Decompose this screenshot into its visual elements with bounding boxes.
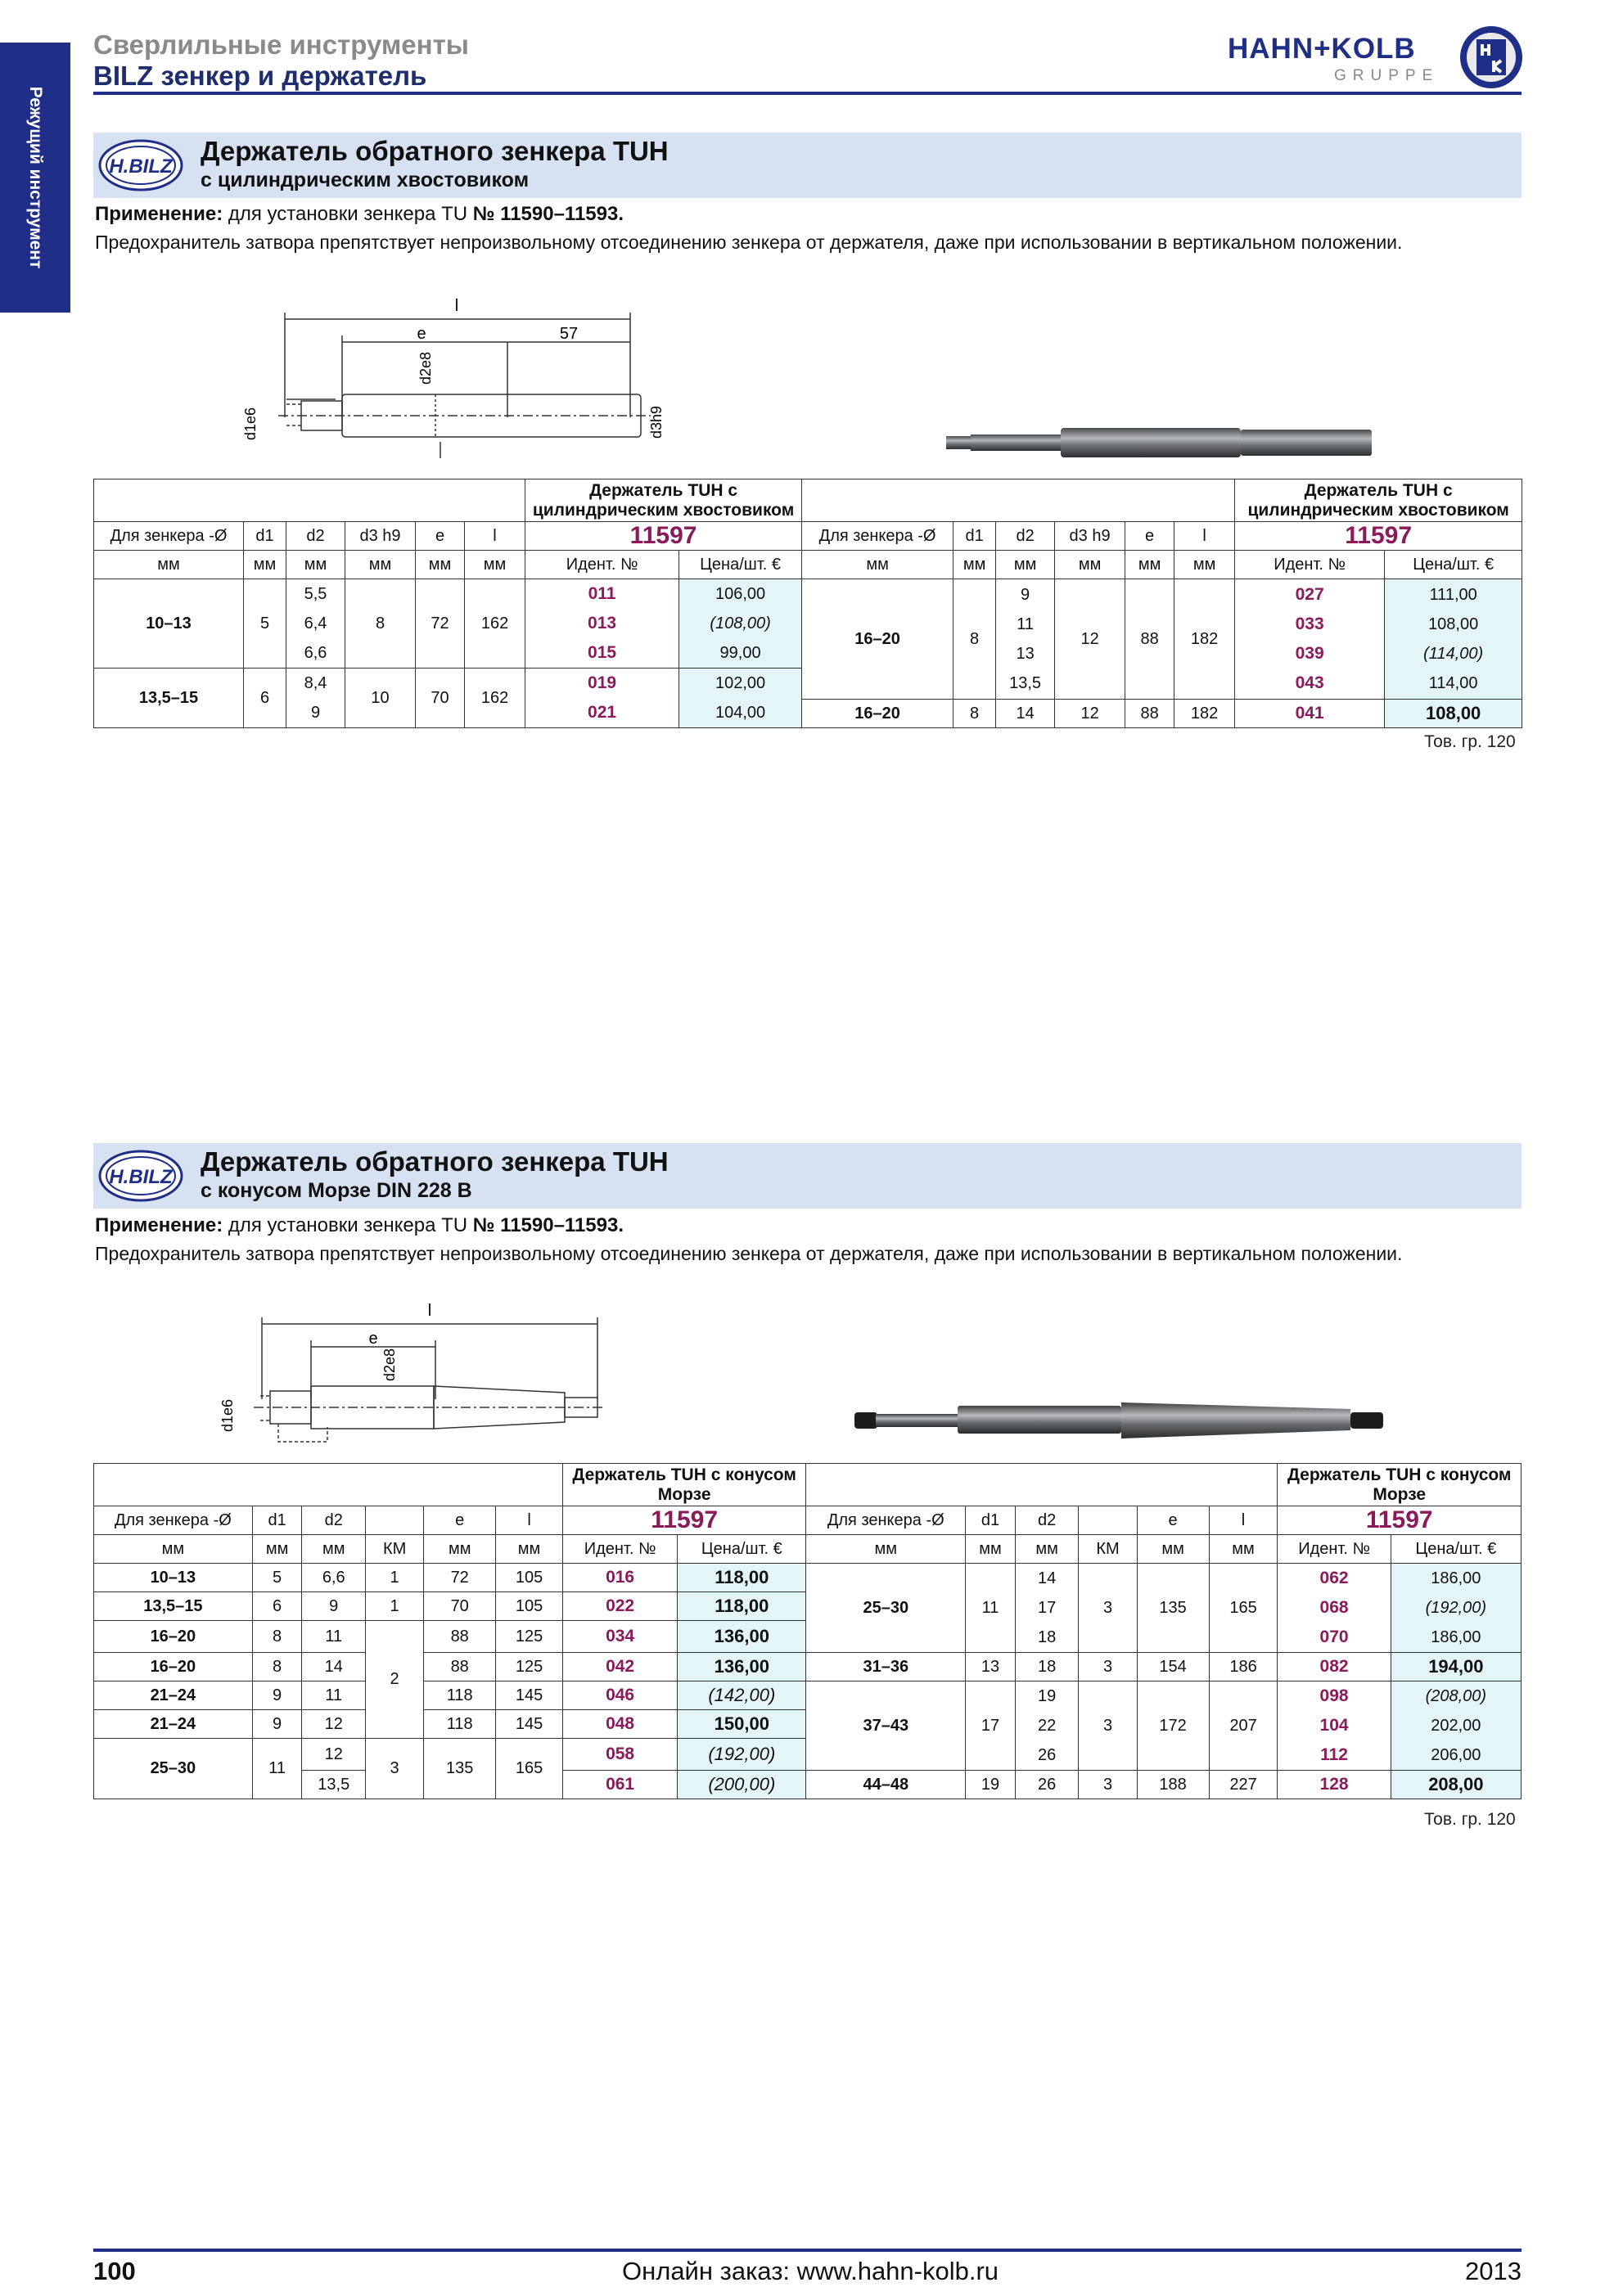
- header-rule: [93, 92, 1522, 95]
- d1-cell: 19: [966, 1771, 1016, 1799]
- e-cell: 88: [424, 1621, 496, 1653]
- dim-57-label: 57: [559, 325, 579, 343]
- range-cell: 31–36: [806, 1653, 966, 1681]
- l-cell: 162: [465, 669, 525, 728]
- range-cell: 10–13: [94, 1564, 253, 1592]
- ident-cell: 034: [562, 1621, 677, 1653]
- unit: мм: [345, 551, 416, 579]
- product-group-note: Тов. гр. 120: [1424, 1810, 1516, 1829]
- l-cell: 105: [496, 1592, 563, 1621]
- application-label: Применение:: [95, 203, 223, 225]
- price-cell: (208,00) 202,00 206,00: [1391, 1681, 1521, 1771]
- unit: мм: [94, 1535, 253, 1564]
- d2-cell: 11: [302, 1621, 366, 1653]
- article-number: 11597: [1278, 1506, 1522, 1535]
- col-header: d2: [1015, 1506, 1079, 1535]
- col-header: d2: [996, 522, 1055, 551]
- section-2-application: [95, 1214, 624, 1237]
- l-cell: 186: [1209, 1653, 1278, 1681]
- bilz-logo-text: H.BILZ: [109, 1166, 173, 1188]
- l-cell: 105: [496, 1564, 563, 1592]
- km-cell: 3: [1079, 1653, 1137, 1681]
- col-header: d2: [302, 1506, 366, 1535]
- km-cell: 1: [365, 1564, 423, 1592]
- km-cell: 1: [365, 1592, 423, 1621]
- d1-cell: 9: [252, 1710, 302, 1739]
- price-cell: 186,00 (192,00) 186,00: [1391, 1564, 1521, 1653]
- d1-cell: 6: [244, 669, 286, 728]
- d2-cell: 12: [302, 1739, 366, 1771]
- e-cell: 88: [1125, 579, 1174, 700]
- d3-cell: 8: [345, 579, 416, 669]
- d3-cell: 12: [1055, 700, 1125, 728]
- price-label: Цена/шт. €: [1391, 1535, 1521, 1564]
- unit: мм: [302, 1535, 366, 1564]
- range-cell: 16–20: [94, 1621, 253, 1653]
- km-cell: 3: [365, 1739, 423, 1799]
- page-number: 100: [93, 2257, 136, 2285]
- col-header: [1079, 1506, 1137, 1535]
- col-header: e: [1125, 522, 1174, 551]
- price-cell: 111,00 108,00 (114,00) 114,00: [1385, 579, 1522, 700]
- ident-cell: 042: [562, 1653, 677, 1681]
- unit: мм: [954, 551, 996, 579]
- section-1-note: Предохранитель затвора препятствует непроизвольному отсоединению зенкера от держателя, даже при использовании в вертикальном положении.: [95, 232, 1403, 253]
- unit: мм: [94, 551, 244, 579]
- l-cell: 165: [1209, 1564, 1278, 1653]
- dim-d1-label: d1e6: [219, 1398, 236, 1432]
- d2-cell: 8,4 9: [286, 669, 345, 728]
- d2-cell: 26: [1015, 1771, 1079, 1799]
- col-header: l: [496, 1506, 563, 1535]
- d3-cell: 12: [1055, 579, 1125, 700]
- d1-cell: 8: [252, 1621, 302, 1653]
- l-cell: 165: [496, 1739, 563, 1799]
- application-ref: № 11590–11593.: [472, 1214, 624, 1236]
- ident-cell: 058: [562, 1739, 677, 1771]
- unit: КМ: [365, 1535, 423, 1564]
- bilz-logo-text: H.BILZ: [109, 155, 173, 178]
- e-cell: 70: [416, 669, 465, 728]
- range-cell: 13,5–15: [94, 1592, 253, 1621]
- price-label: Цена/шт. €: [679, 551, 802, 579]
- price-label: Цена/шт. €: [1385, 551, 1522, 579]
- group-header-right: Держатель TUH с цилиндрическим хвостовиком: [1235, 479, 1522, 522]
- unit: мм: [1209, 1535, 1278, 1564]
- dim-e-label: e: [417, 325, 426, 343]
- d2-cell: 18: [1015, 1653, 1079, 1681]
- d1-cell: 8: [954, 579, 996, 700]
- unit: мм: [1125, 551, 1174, 579]
- l-cell: 125: [496, 1621, 563, 1653]
- d1-cell: 8: [954, 700, 996, 728]
- d2-cell: 9 11 13 13,5: [996, 579, 1055, 700]
- l-cell: 207: [1209, 1681, 1278, 1771]
- logo-wordmark: HAHN+KOLB: [1228, 33, 1416, 65]
- e-cell: 88: [1125, 700, 1174, 728]
- col-header: [365, 1506, 423, 1535]
- unit: мм: [465, 551, 525, 579]
- d2-cell: 11: [302, 1681, 366, 1710]
- price-cell: 136,00: [678, 1653, 806, 1681]
- l-cell: 182: [1174, 579, 1235, 700]
- unit: мм: [252, 1535, 302, 1564]
- bilz-logo-icon: [98, 139, 183, 191]
- section-2-title: Держатель обратного зенкера TUH: [201, 1146, 669, 1177]
- ident-cell: 128: [1278, 1771, 1391, 1799]
- price-cell: 150,00: [678, 1710, 806, 1739]
- d1-cell: 11: [966, 1564, 1016, 1653]
- d2-cell: 6,6: [302, 1564, 366, 1592]
- col-header: l: [465, 522, 525, 551]
- e-cell: 72: [416, 579, 465, 669]
- price-cell: 208,00: [1391, 1771, 1521, 1799]
- dim-d3-label: d3h9: [648, 405, 665, 439]
- unit: мм: [1015, 1535, 1079, 1564]
- range-cell: 25–30: [806, 1564, 966, 1653]
- group-header-right: Держатель TUH с конусом Морзе: [1278, 1464, 1522, 1506]
- col-header: d1: [966, 1506, 1016, 1535]
- e-cell: 172: [1137, 1681, 1209, 1771]
- ident-cell: 082: [1278, 1653, 1391, 1681]
- d1-cell: 5: [252, 1564, 302, 1592]
- price-cell: 136,00: [678, 1621, 806, 1653]
- range-cell: 13,5–15: [94, 669, 244, 728]
- range-cell: 21–24: [94, 1710, 253, 1739]
- d2-cell: 13,5: [302, 1771, 366, 1799]
- ident-cell: 041: [1235, 700, 1385, 728]
- col-header: e: [416, 522, 465, 551]
- dim-d2-label: d2e8: [381, 1348, 398, 1381]
- d1-cell: 5: [244, 579, 286, 669]
- d2-cell: 5,5 6,4 6,6: [286, 579, 345, 669]
- section-1-application: [95, 203, 624, 226]
- col-header: l: [1174, 522, 1235, 551]
- application-ref: № 11590–11593.: [472, 203, 624, 225]
- d1-cell: 9: [252, 1681, 302, 1710]
- col-header: d3 h9: [345, 522, 416, 551]
- col-header: Для зенкера -Ø: [802, 522, 954, 551]
- ident-cell: 062 068 070: [1278, 1564, 1391, 1653]
- unit: мм: [416, 551, 465, 579]
- holder-morse-taper-photo: [851, 1391, 1400, 1448]
- price-cell: 102,00 104,00: [679, 669, 802, 728]
- col-header: e: [1137, 1506, 1209, 1535]
- unit: мм: [424, 1535, 496, 1564]
- holder-cylindrical-photo: [941, 421, 1383, 462]
- d2-cell: 14 17 18: [1015, 1564, 1079, 1653]
- price-cell: 194,00: [1391, 1653, 1521, 1681]
- price-cell: (142,00): [678, 1681, 806, 1710]
- d2-cell: 14: [302, 1653, 366, 1681]
- ident-cell: 016: [562, 1564, 677, 1592]
- ident-label: Идент. №: [1278, 1535, 1391, 1564]
- ident-cell: 048: [562, 1710, 677, 1739]
- section-2-technical-drawing: [213, 1301, 622, 1448]
- ident-cell: 019 021: [525, 669, 679, 728]
- col-header: d1: [244, 522, 286, 551]
- km-cell: 2: [365, 1621, 423, 1739]
- unit: мм: [244, 551, 286, 579]
- section-2-spec-table: [93, 1463, 1522, 1799]
- unit: мм: [1137, 1535, 1209, 1564]
- col-header: d2: [286, 522, 345, 551]
- ident-cell: 027 033 039 043: [1235, 579, 1385, 700]
- l-cell: 162: [465, 579, 525, 669]
- range-cell: 44–48: [806, 1771, 966, 1799]
- d2-cell: 14: [996, 700, 1055, 728]
- side-tab-label: Режущий инструмент: [26, 86, 45, 269]
- range-cell: 25–30: [94, 1739, 253, 1799]
- km-cell: 3: [1079, 1771, 1137, 1799]
- e-cell: 118: [424, 1710, 496, 1739]
- unit: мм: [1055, 551, 1125, 579]
- unit: мм: [496, 1535, 563, 1564]
- price-cell: (192,00): [678, 1739, 806, 1771]
- dim-l-label: l: [454, 297, 459, 315]
- range-cell: 16–20: [802, 579, 954, 700]
- d1-cell: 13: [966, 1653, 1016, 1681]
- d2-cell: 19 22 26: [1015, 1681, 1079, 1771]
- price-cell: (200,00): [678, 1771, 806, 1799]
- unit: мм: [1174, 551, 1235, 579]
- application-text: для установки зенкера TU: [223, 1214, 473, 1236]
- col-header: Для зенкера -Ø: [94, 522, 244, 551]
- unit: мм: [802, 551, 954, 579]
- ident-cell: 011 013 015: [525, 579, 679, 669]
- e-cell: 154: [1137, 1653, 1209, 1681]
- e-cell: 88: [424, 1653, 496, 1681]
- e-cell: 72: [424, 1564, 496, 1592]
- dim-l-label: l: [427, 1302, 432, 1320]
- range-cell: 37–43: [806, 1681, 966, 1771]
- range-cell: 16–20: [802, 700, 954, 728]
- ident-cell: 098 104 112: [1278, 1681, 1391, 1771]
- ident-label: Идент. №: [525, 551, 679, 579]
- col-header: e: [424, 1506, 496, 1535]
- l-cell: 182: [1174, 700, 1235, 728]
- unit: мм: [966, 1535, 1016, 1564]
- page-title: BILZ зенкер и держатель: [93, 61, 427, 91]
- col-header: d3 h9: [1055, 522, 1125, 551]
- col-header: Для зенкера -Ø: [94, 1506, 253, 1535]
- d3-cell: 10: [345, 669, 416, 728]
- order-link[interactable]: Онлайн заказ: www.hahn-kolb.ru: [622, 2257, 999, 2285]
- dim-d2-label: d2e8: [417, 351, 434, 385]
- dim-d1-label: d1e6: [242, 407, 259, 440]
- unit: мм: [996, 551, 1055, 579]
- article-number: 11597: [1235, 522, 1522, 551]
- application-label: Применение:: [95, 1214, 223, 1236]
- l-cell: 145: [496, 1681, 563, 1710]
- unit: мм: [806, 1535, 966, 1564]
- price-label: Цена/шт. €: [678, 1535, 806, 1564]
- side-tab: [0, 43, 70, 313]
- range-cell: 10–13: [94, 579, 244, 669]
- price-cell: 118,00: [678, 1564, 806, 1592]
- col-header: d1: [252, 1506, 302, 1535]
- hk-logo-icon: [1458, 25, 1524, 90]
- unit: мм: [286, 551, 345, 579]
- article-number: 11597: [562, 1506, 805, 1535]
- price-cell: 108,00: [1385, 700, 1522, 728]
- d1-cell: 11: [252, 1739, 302, 1799]
- ident-label: Идент. №: [1235, 551, 1385, 579]
- l-cell: 125: [496, 1653, 563, 1681]
- section-1-spec-table: [93, 479, 1522, 728]
- range-cell: 21–24: [94, 1681, 253, 1710]
- km-cell: 3: [1079, 1681, 1137, 1771]
- unit: КМ: [1079, 1535, 1137, 1564]
- col-header: Для зенкера -Ø: [806, 1506, 966, 1535]
- l-cell: 227: [1209, 1771, 1278, 1799]
- d1-cell: 17: [966, 1681, 1016, 1771]
- l-cell: 145: [496, 1710, 563, 1739]
- group-header-left: Держатель TUH с конусом Морзе: [562, 1464, 805, 1506]
- km-cell: 3: [1079, 1564, 1137, 1653]
- ident-label: Идент. №: [562, 1535, 677, 1564]
- d1-cell: 6: [252, 1592, 302, 1621]
- e-cell: 118: [424, 1681, 496, 1710]
- bilz-logo-icon: [98, 1150, 183, 1202]
- article-number: 11597: [525, 522, 802, 551]
- logo-gruppe: GRUPPE: [1334, 67, 1440, 84]
- page-category: Сверлильные инструменты: [93, 29, 469, 60]
- ident-cell: 061: [562, 1771, 677, 1799]
- section-1-subtitle: с цилиндрическим хвостовиком: [201, 169, 530, 191]
- e-cell: 135: [1137, 1564, 1209, 1653]
- ident-cell: 046: [562, 1681, 677, 1710]
- col-header: l: [1209, 1506, 1278, 1535]
- section-2-subtitle: с конусом Морзе DIN 228 B: [201, 1179, 472, 1202]
- catalog-year: 2013: [1465, 2257, 1522, 2285]
- d2-cell: 9: [302, 1592, 366, 1621]
- d2-cell: 12: [302, 1710, 366, 1739]
- e-cell: 70: [424, 1592, 496, 1621]
- footer-rule: [93, 2249, 1522, 2252]
- price-cell: 118,00: [678, 1592, 806, 1621]
- col-header: d1: [954, 522, 996, 551]
- product-group-note: Тов. гр. 120: [1424, 732, 1516, 751]
- e-cell: 135: [424, 1739, 496, 1799]
- section-1-title: Держатель обратного зенкера TUH: [201, 136, 669, 166]
- section-1-technical-drawing: [237, 295, 679, 466]
- dim-e-label: e: [368, 1330, 378, 1348]
- section-2-note: Предохранитель затвора препятствует непроизвольному отсоединению зенкера от держателя, даже при использовании в вертикальном положении.: [95, 1243, 1403, 1264]
- ident-cell: 022: [562, 1592, 677, 1621]
- group-header-left: Держатель TUH с цилиндрическим хвостовиком: [525, 479, 802, 522]
- d1-cell: 8: [252, 1653, 302, 1681]
- range-cell: 16–20: [94, 1653, 253, 1681]
- price-cell: 106,00 (108,00) 99,00: [679, 579, 802, 669]
- application-text: для установки зенкера TU: [223, 203, 473, 225]
- e-cell: 188: [1137, 1771, 1209, 1799]
